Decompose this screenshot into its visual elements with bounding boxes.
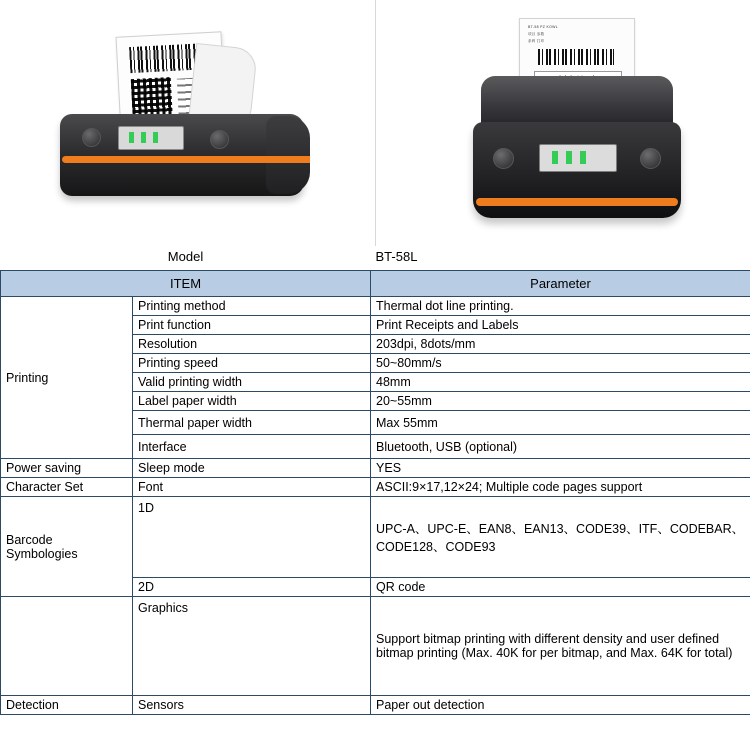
printer-illustration-side (60, 30, 320, 220)
printer-illustration-front (473, 18, 683, 230)
table-header-row (1, 271, 750, 297)
item-interface: Interface (133, 435, 371, 459)
item-sleep-mode: Sleep mode (133, 459, 371, 478)
param-font: ASCII:9×17,12×24; Multiple code pages support (371, 478, 750, 497)
param-1d: UPC-A、UPC-E、EAN8、EAN13、CODE39、ITF、CODEBAR、CODE128、CODE93 (371, 497, 750, 578)
printout-line-3: 条码 打印 (528, 39, 545, 43)
param-sleep-mode: YES (371, 459, 750, 478)
printer-photo-right (375, 0, 750, 246)
item-printing-method: Printing method (133, 297, 371, 316)
param-2d: QR code (371, 578, 750, 597)
item-valid-printing-width: Valid printing width (133, 373, 371, 392)
param-resolution: 203dpi, 8dots/mm (371, 335, 750, 354)
header-parameter: Parameter (371, 271, 750, 297)
item-resolution: Resolution (133, 335, 371, 354)
model-row (1, 246, 750, 271)
item-font: Font (133, 478, 371, 497)
param-printing-method: Thermal dot line printing. (371, 297, 750, 316)
param-print-function: Print Receipts and Labels (371, 316, 750, 335)
model-value: BT-58L (375, 249, 418, 264)
item-1d: 1D (133, 497, 371, 578)
group-label-character-set: Character Set (1, 478, 133, 497)
printer-body-front (473, 122, 681, 218)
header-item: ITEM (1, 271, 371, 297)
group-label-printing: Printing (1, 297, 133, 459)
status-panel (118, 126, 184, 150)
table-row (1, 478, 750, 497)
param-printing-speed: 50~80mm/s (371, 354, 750, 373)
table-row (1, 497, 750, 578)
printer-photo-left (0, 0, 375, 246)
power-button-icon (493, 148, 514, 169)
param-label-paper-width: 20~55mm (371, 392, 750, 411)
param-sensors: Paper out detection (371, 696, 750, 715)
item-2d: 2D (133, 578, 371, 597)
item-sensors: Sensors (133, 696, 371, 715)
item-thermal-paper-width: Thermal paper width (133, 411, 371, 435)
group-label-detection: Detection (1, 696, 133, 715)
group-label-power-saving: Power saving (1, 459, 133, 478)
item-graphics: Graphics (133, 597, 371, 696)
param-valid-printing-width: 48mm (371, 373, 750, 392)
barcode-icon (129, 43, 202, 73)
group-label-graphics (1, 597, 133, 696)
orange-stripe-cap (266, 156, 310, 163)
group-label-barcode-symbologies: Barcode Symbologies (1, 497, 133, 597)
param-graphics: Support bitmap printing with different density and user defined bitmap printing (Max. 40K for per bitmap, and Max. 64K for total) (371, 597, 750, 696)
item-printing-speed: Printing speed (133, 354, 371, 373)
param-interface: Bluetooth, USB (optional) (371, 435, 750, 459)
feed-button-icon (640, 148, 661, 169)
printer-body (60, 114, 304, 196)
status-panel (539, 144, 617, 172)
table-row (1, 459, 750, 478)
qr-code-icon (131, 77, 173, 119)
barcode-icon (538, 49, 614, 65)
item-label-paper-width: Label paper width (133, 392, 371, 411)
product-photos (0, 0, 750, 246)
feed-button-icon (210, 130, 229, 149)
item-print-function: Print function (133, 316, 371, 335)
specification-table (0, 246, 750, 715)
table-row (1, 297, 750, 316)
table-row (1, 696, 750, 715)
printout-line-1: BT-58 PZ KOWL (528, 25, 558, 29)
orange-stripe (476, 198, 678, 206)
table-row (1, 597, 750, 696)
printer-end-cap (266, 116, 310, 194)
model-label: Model (167, 249, 204, 264)
param-thermal-paper-width: Max 55mm (371, 411, 750, 435)
printout-line-2: 项目 参数 (528, 32, 545, 36)
power-button-icon (82, 128, 101, 147)
